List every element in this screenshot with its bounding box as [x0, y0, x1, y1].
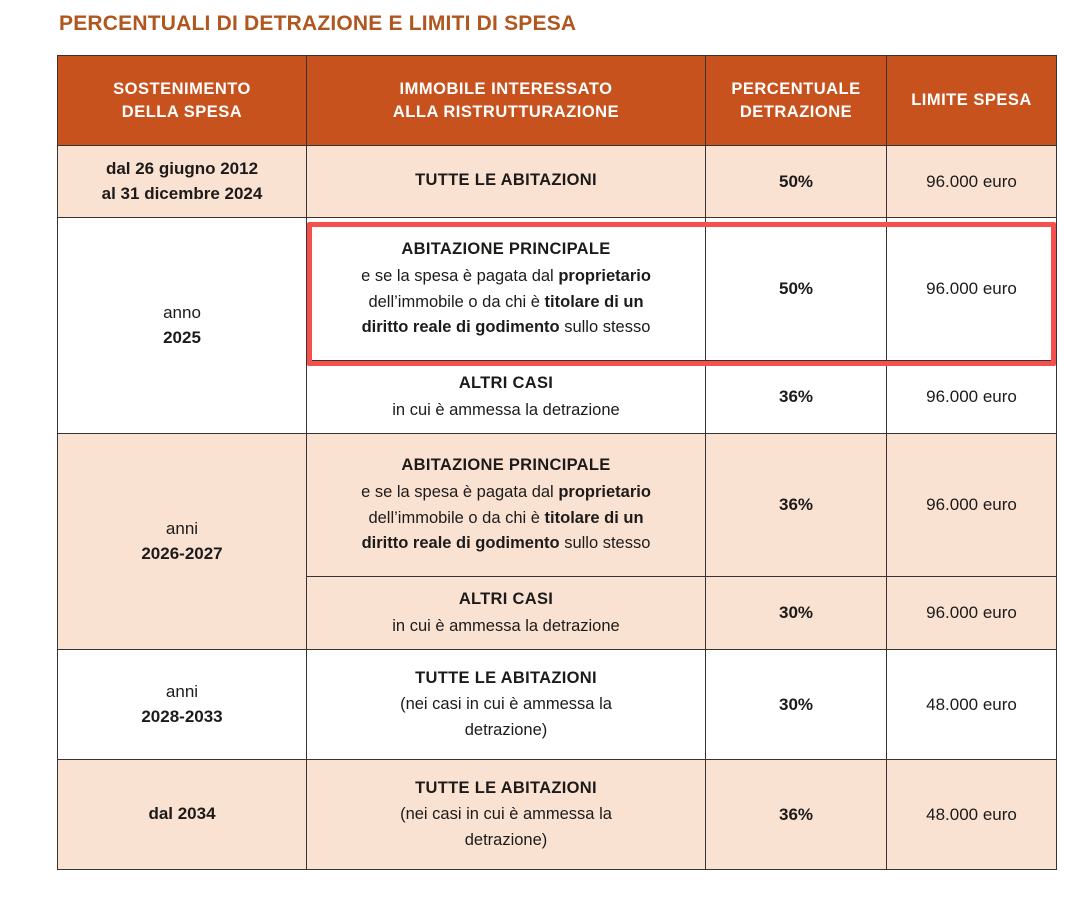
immobile-line-3: diritto reale di godimento sullo stesso	[361, 318, 651, 337]
column-header-percentuale	[706, 56, 887, 146]
period-line2: dal 2034	[148, 804, 216, 824]
immobile-heading: TUTTE LE ABITAZIONI	[415, 668, 597, 687]
immobile-line-1: e se la spesa è pagata dal proprietario	[361, 266, 651, 285]
column-header-percentuale-line2: DETRAZIONE	[739, 102, 853, 121]
cell-percentuale-3: 36%	[706, 434, 887, 577]
table-row	[58, 650, 1057, 760]
table-row-highlighted	[58, 218, 1057, 361]
table-body	[58, 146, 1057, 870]
immobile-subtext-line1: (nei casi in cui è ammessa la	[400, 805, 612, 824]
period-line1: anni	[165, 518, 199, 538]
cell-limite-4: 96.000 euro	[887, 577, 1057, 650]
cell-immobile-0	[307, 146, 706, 218]
cell-period-2025	[58, 218, 307, 434]
column-header-sostenimento	[58, 56, 307, 146]
period-line2: 2026-2027	[141, 543, 223, 563]
period-line2: al 31 dicembre 2024	[101, 183, 263, 203]
immobile-heading: ABITAZIONE PRINCIPALE	[401, 456, 611, 475]
column-header-percentuale-line1: PERCENTUALE	[731, 80, 861, 99]
immobile-heading: ALTRI CASI	[458, 373, 554, 392]
immobile-line-1: e se la spesa è pagata dal proprietario	[361, 482, 651, 501]
table-row	[58, 760, 1057, 870]
immobile-line-2: dell’immobile o da chi è titolare di un	[368, 292, 644, 311]
immobile-subtext-line2: detrazione)	[464, 720, 548, 739]
period-line1: anni	[165, 681, 199, 701]
cell-immobile-1	[307, 218, 706, 361]
page-title: PERCENTUALI DI DETRAZIONE E LIMITI DI SPESA	[59, 12, 577, 35]
detrazione-table	[57, 55, 1057, 870]
cell-immobile-4	[307, 577, 706, 650]
cell-limite-1: 96.000 euro	[887, 218, 1057, 361]
detrazione-table-container	[57, 55, 1056, 870]
immobile-line-2: dell’immobile o da chi è titolare di un	[368, 508, 644, 527]
cell-percentuale-5: 30%	[706, 650, 887, 760]
immobile-heading: ALTRI CASI	[458, 589, 554, 608]
cell-percentuale-6: 36%	[706, 760, 887, 870]
cell-period-2026-2027	[58, 434, 307, 650]
cell-period-2012-2024	[58, 146, 307, 218]
period-line2: 2028-2033	[141, 706, 223, 726]
column-header-limite	[887, 56, 1057, 146]
column-header-immobile-line1: IMMOBILE INTERESSATO	[399, 80, 613, 99]
immobile-line-3: diritto reale di godimento sullo stesso	[361, 534, 651, 553]
cell-period-2034	[58, 760, 307, 870]
immobile-heading: TUTTE LE ABITAZIONI	[415, 778, 597, 797]
immobile-subtext-line2: detrazione)	[464, 830, 548, 849]
period-line2: 2025	[163, 327, 201, 347]
column-header-immobile-line2: ALLA RISTRUTTURAZIONE	[392, 102, 620, 121]
cell-immobile-3	[307, 434, 706, 577]
period-line1: dal 26 giugno 2012	[105, 158, 259, 178]
table-row	[58, 434, 1057, 577]
cell-percentuale-4: 30%	[706, 577, 887, 650]
table-header	[58, 56, 1057, 146]
immobile-heading: ABITAZIONE PRINCIPALE	[401, 240, 611, 259]
cell-limite-3: 96.000 euro	[887, 434, 1057, 577]
cell-immobile-6	[307, 760, 706, 870]
cell-period-2028-2033	[58, 650, 307, 760]
cell-percentuale-1: 50%	[706, 218, 887, 361]
column-header-immobile	[307, 56, 706, 146]
cell-limite-2: 96.000 euro	[887, 361, 1057, 434]
immobile-subtext: in cui è ammessa la detrazione	[392, 616, 620, 635]
table-row	[58, 146, 1057, 218]
immobile-subtext: in cui è ammessa la detrazione	[392, 400, 620, 419]
cell-immobile-2	[307, 361, 706, 434]
immobile-subtext-line1: (nei casi in cui è ammessa la	[400, 695, 612, 714]
column-header-sostenimento-line2: DELLA SPESA	[121, 102, 243, 121]
cell-percentuale-2: 36%	[706, 361, 887, 434]
header-row	[58, 56, 1057, 146]
cell-limite-6: 48.000 euro	[887, 760, 1057, 870]
cell-immobile-5	[307, 650, 706, 760]
cell-limite-5: 48.000 euro	[887, 650, 1057, 760]
cell-percentuale-0: 50%	[706, 146, 887, 218]
cell-limite-0: 96.000 euro	[887, 146, 1057, 218]
column-header-sostenimento-line1: SOSTENIMENTO	[113, 80, 251, 99]
period-line1: anno	[163, 302, 201, 322]
immobile-heading: TUTTE LE ABITAZIONI	[415, 171, 597, 190]
column-header-limite-line1: LIMITE SPESA	[911, 91, 1032, 110]
